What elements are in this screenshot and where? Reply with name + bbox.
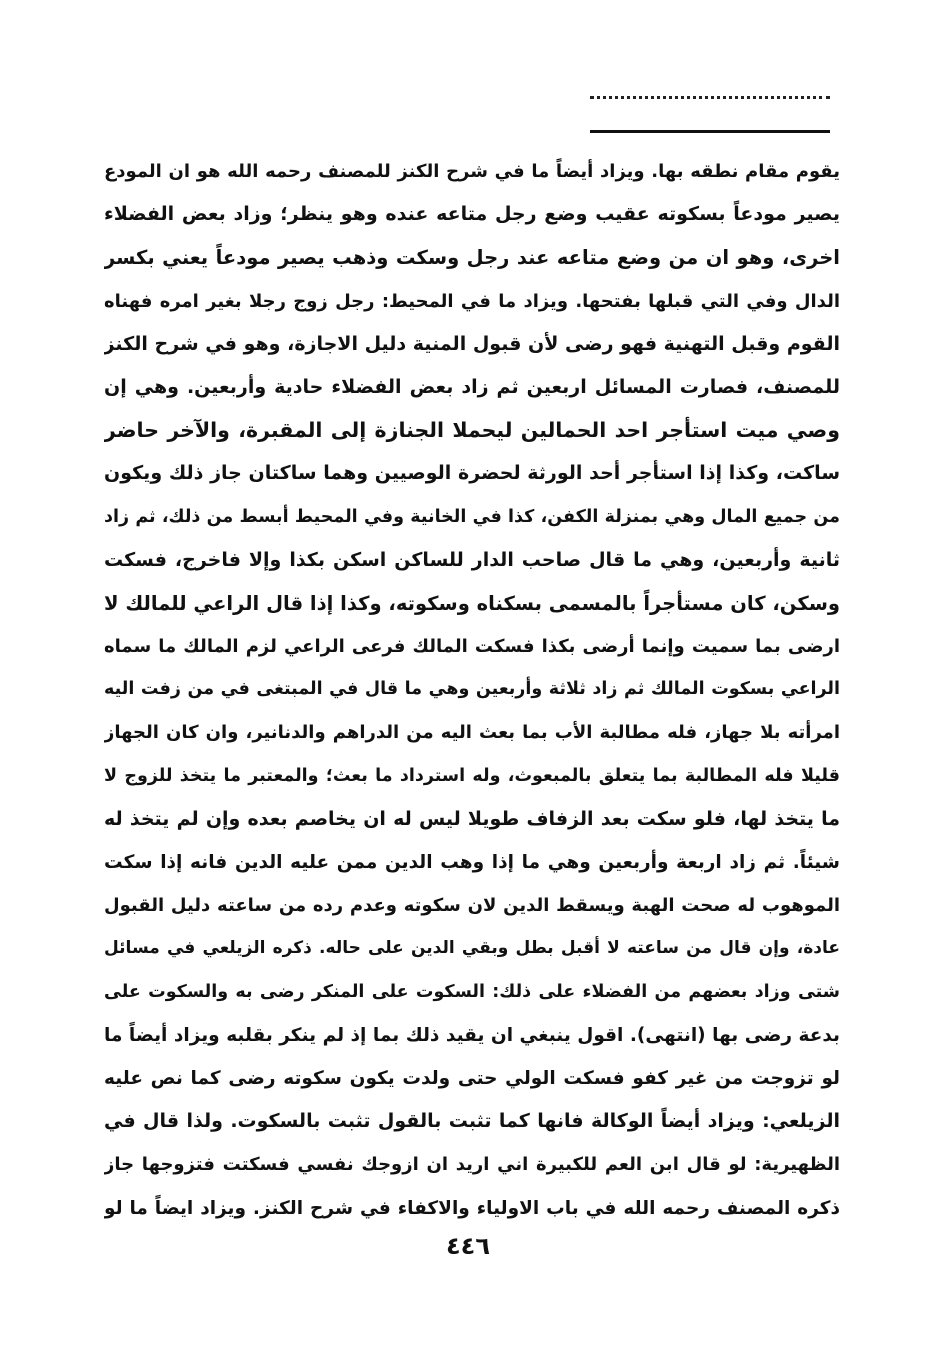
text-line: القوم وقبل التهنية فهو رضى لأن قبول المنية دليل الاجازة، وهو في شرح الكنز: [104, 332, 840, 355]
body-text: [104, 150, 840, 1230]
text-line: امرأته بلا جهاز، فله مطالبة الأب بما بعث اليه من الدراهم والدنانير، وان كان الجهاز: [104, 722, 840, 744]
text-line: وسكن، كان مستأجراً بالمسمى بسكناه وسكوته، وكذا إذا قال الراعي للمالك لا: [104, 591, 840, 615]
text-line: يقوم مقام نطقه بها. ويزاد أيضاً ما في شرح الكنز للمصنف رحمه الله هو ان المودع: [104, 161, 840, 182]
text-line: الظهيرية: لو قال ابن العم للكبيرة اني اريد ان ازوجك نفسي فسكتت فتزوجها جاز: [104, 1154, 840, 1176]
text-line: شتى وزاد بعضهم من الفضلاء على ذلك: السكوت على المنكر رضى به والسكوت على: [104, 981, 840, 1002]
text-line: شيئاً. ثم زاد اربعة وأربعين وهي ما إذا وهب الدين ممن عليه الدين فانه إذا سكت: [104, 852, 840, 873]
text-line: عادة، وإن قال من ساعته لا أقبل بطل وبقي الدين على حاله. ذكره الزيلعي في مسائل: [104, 938, 840, 959]
text-line: بدعة رضى بها (انتهى). اقول ينبغي ان يقيد ذلك بما إذ لم ينكر بقلبه ويزاد أيضاً ما: [104, 1024, 840, 1046]
text-line: الراعي بسكوت المالك ثم زاد ثلاثة وأربعين وهي ما قال في المبتغى في من زفت اليه: [104, 679, 840, 700]
text-line: الموهوب له صحت الهبة ويسقط الدين لان سكوته وعدم رده من ساعته دليل القبول: [104, 895, 840, 917]
text-line: للمصنف، فصارت المسائل اربعين ثم زاد بعض الفضلاء حادية وأربعين. وهي إن: [104, 375, 840, 398]
dotted-rule: [590, 96, 830, 108]
text-line: قليلا فله المطالبة بما يتعلق بالمبعوث، وله استرداد ما بعث؛ والمعتبر ما يتخذ للزوج لا: [104, 765, 840, 786]
text-line: الزيلعي: ويزاد أيضاً الوكالة فانها كما تثبت بالقول تثبت بالسكوت. ولذا قال في: [104, 1110, 840, 1133]
solid-rule: [590, 130, 830, 133]
text-line: ارضى بما سميت وإنما أرضى بكذا فسكت المالك فرعى الراعي لزم المالك ما سماه: [104, 636, 840, 658]
text-line: ثانية وأربعين، وهي ما قال صاحب الدار للساكن اسكن بكذا وإلا فاخرج، فسكت: [104, 548, 840, 571]
text-line: ساكت، وكذا إذا استأجر أحد الورثة لحضرة الوصيين وهما ساكتان جاز ذلك ويكون: [104, 462, 840, 485]
text-line: اخرى، وهو ان من وضع متاعه عند رجل وسكت وذهب يصير مودعاً يعني بكسر: [104, 246, 840, 270]
text-line: وصي ميت استأجر احد الحمالين ليحملا الجنازة إلى المقبرة، والآخر حاضر: [104, 418, 840, 443]
text-line: ما يتخذ لها، فلو سكت بعد الزفاف طويلا ليس له ان يخاصم بعده وإن لم يتخذ له: [104, 807, 840, 830]
header-rule: [590, 96, 830, 140]
text-line: لو تزوجت من غير كفو فسكت الولي حتى ولدت يكون سكوته رضى كما نص عليه: [104, 1067, 840, 1089]
page-number: ٤٤٦: [446, 1232, 490, 1260]
text-line: الدال وفي التي قبلها بفتحها. ويزاد ما في المحيط: رجل زوج رجلا بغير امره فهناه: [104, 290, 840, 312]
text-line: من جميع المال وهي بمنزلة الكفن، كذا في الخانية وفي المحيط أبسط من ذلك، ثم زاد: [104, 506, 840, 527]
text-line: ذكره المصنف رحمه الله في باب الاولياء والاكفاء في شرح الكنز. ويزاد ايضاً ما لو: [104, 1197, 840, 1219]
text-line: يصير مودعاً بسكوته عقيب وضع رجل متاعه عنده وهو ينظر؛ وزاد بعض الفضلاء: [104, 203, 840, 226]
